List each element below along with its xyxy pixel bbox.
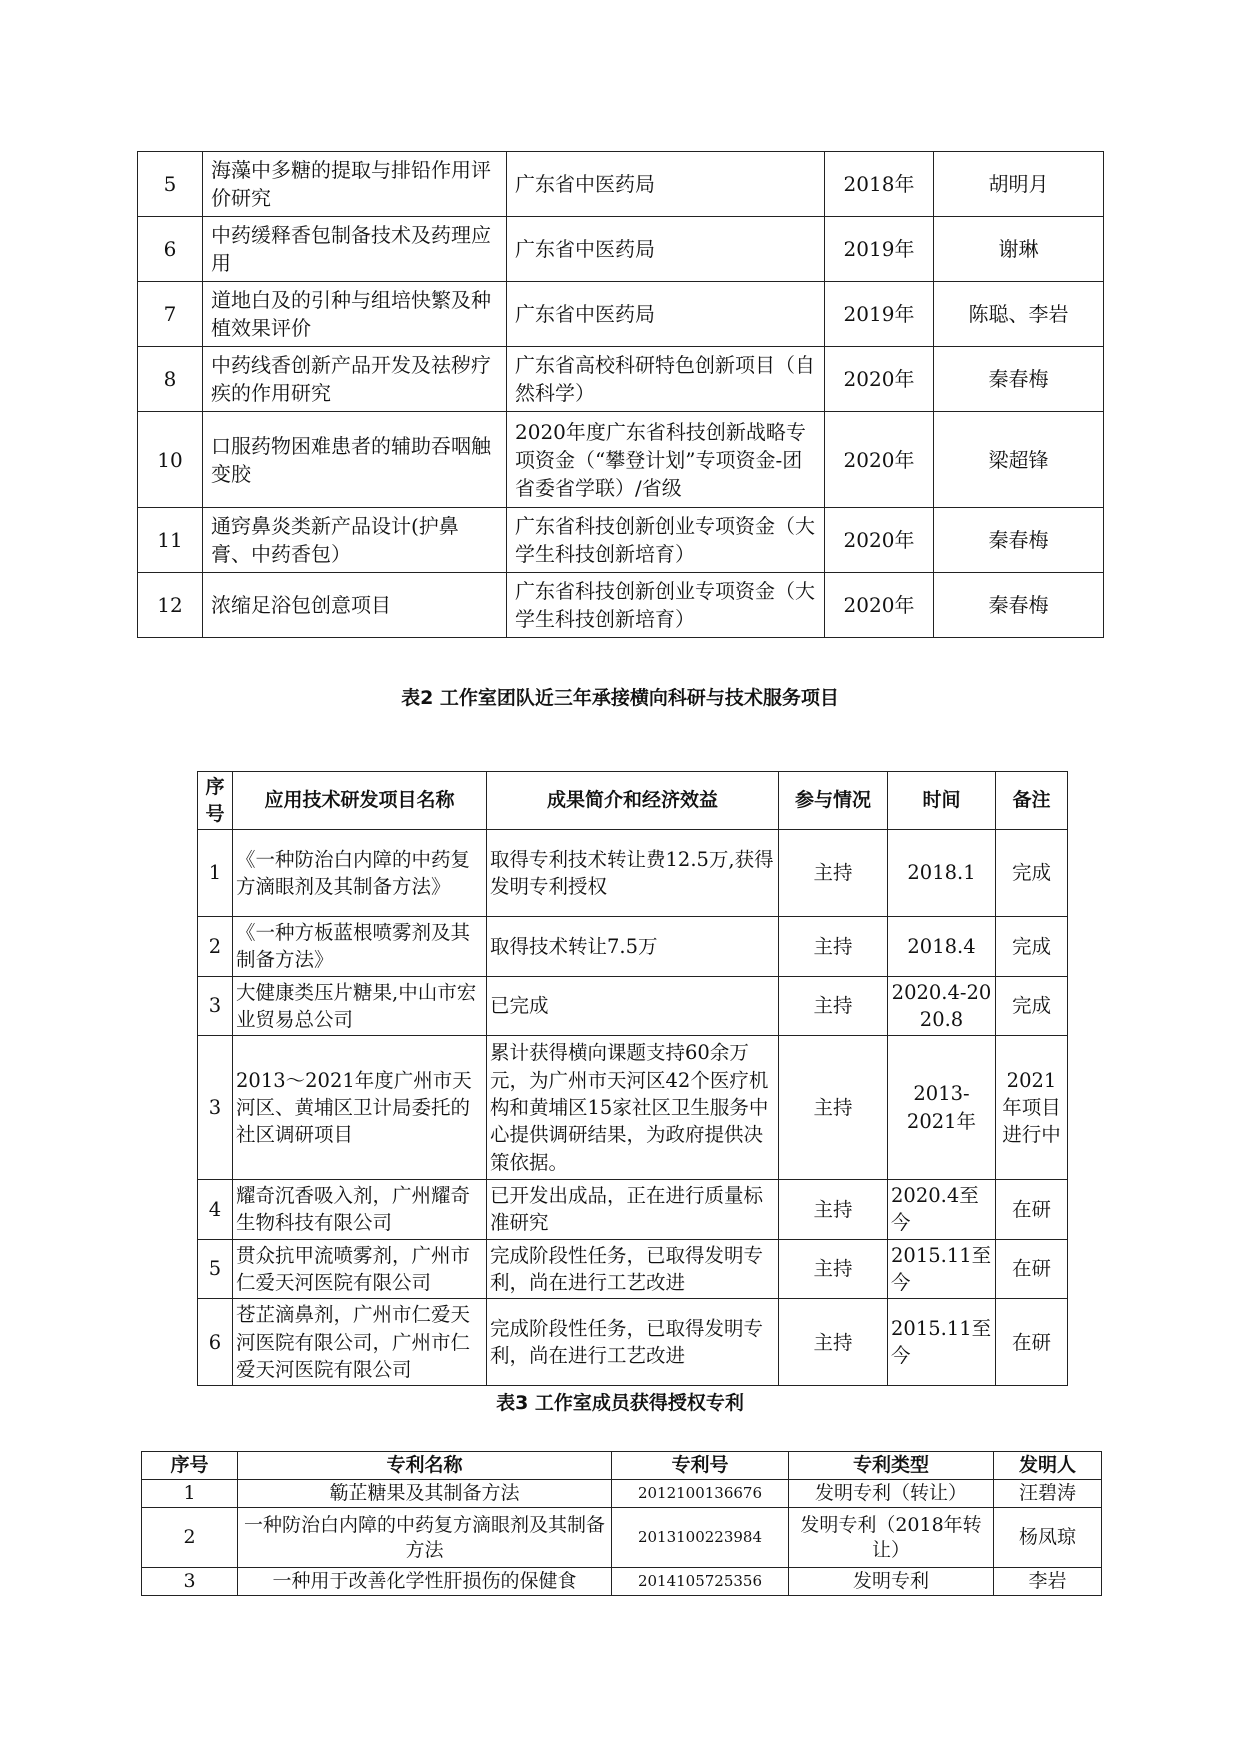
research-projects-table: [137, 151, 1104, 638]
table-2-caption: 表2 工作室团队近三年承接横向科研与技术服务项目: [401, 687, 839, 709]
table-row: 10 口服药物困难患者的辅助吞咽触变胶 2020年度广东省科技创新战略专项资金（“攀登计划”专项资金-团省委省学联）/省级 2020年 梁超锋: [138, 412, 1104, 508]
table-row: 6 苍芷滴鼻剂，广州市仁爱天河医院有限公司，广州市仁爱天河医院有限公司 完成阶段性任务，已取得发明专利，尚在进行工艺改进 主持 2015.11至今 在研: [198, 1299, 1068, 1386]
table-row: 6 中药缓释香包制备技术及药理应用 广东省中医药局 2019年 谢琳: [138, 217, 1104, 282]
table-row: 5 海藻中多糖的提取与排铅作用评价研究 广东省中医药局 2018年 胡明月: [138, 152, 1104, 217]
table-row: 2 《一种方板蓝根喷雾剂及其制备方法》 取得技术转让7.5万 主持 2018.4 完成: [198, 917, 1068, 977]
service-projects-table: [197, 771, 1068, 1386]
table-row: 5 贯众抗甲流喷雾剂，广州市仁爱天河医院有限公司 完成阶段性任务，已取得发明专利，尚在进行工艺改进 主持 2015.11至今 在研: [198, 1239, 1068, 1299]
table-row: 1 《一种防治白内障的中药复方滴眼剂及其制备方法》 取得专利技术转让费12.5万,获得发明专利授权 主持 2018.1 完成: [198, 830, 1068, 917]
table-header-row: 序号 专利名称 专利号 专利类型 发明人: [142, 1452, 1102, 1480]
table-row: 3 大健康类压片糖果,中山市宏业贸易总公司 已完成 主持 2020.4-2020.8 完成: [198, 976, 1068, 1036]
patents-table: [141, 1451, 1102, 1596]
table-row: 1 簕芷糖果及其制备方法 2012100136676 发明专利（转让） 汪碧涛: [142, 1480, 1102, 1508]
table-row: 8 中药线香创新产品开发及祛秽疗疾的作用研究 广东省高校科研特色创新项目（自然科学） 2020年 秦春梅: [138, 347, 1104, 412]
table-row: 12 浓缩足浴包创意项目 广东省科技创新创业专项资金（大学生科技创新培育） 2020年 秦春梅: [138, 573, 1104, 638]
table-row: 7 道地白及的引种与组培快繁及种植效果评价 广东省中医药局 2019年 陈聪、李岩: [138, 282, 1104, 347]
table-row: 2 一种防治白内障的中药复方滴眼剂及其制备方法 2013100223984 发明专利（2018年转让） 杨凤琼: [142, 1508, 1102, 1568]
table-row: 3 2013～2021年度广州市天河区、黄埔区卫计局委托的社区调研项目 累计获得横向课题支持60余万元，为广州市天河区42个医疗机构和黄埔区15家社区卫生服务中心提供调研结果，为政府提供决策依据。 主持 2013-2021年 2021年项目进行中: [198, 1036, 1068, 1180]
table-row: 11 通窍鼻炎类新产品设计(护鼻膏、中药香包） 广东省科技创新创业专项资金（大学生科技创新培育） 2020年 秦春梅: [138, 508, 1104, 573]
table-header-row: 序号 应用技术研发项目名称 成果简介和经济效益 参与情况 时间 备注: [198, 772, 1068, 830]
table-row: 4 耀奇沉香吸入剂，广州耀奇生物科技有限公司 已开发出成品，正在进行质量标准研究 主持 2020.4至今 在研: [198, 1180, 1068, 1240]
table-3-caption: 表3 工作室成员获得授权专利: [496, 1392, 744, 1414]
table-row: 3 一种用于改善化学性肝损伤的保健食 2014105725356 发明专利 李岩: [142, 1568, 1102, 1596]
